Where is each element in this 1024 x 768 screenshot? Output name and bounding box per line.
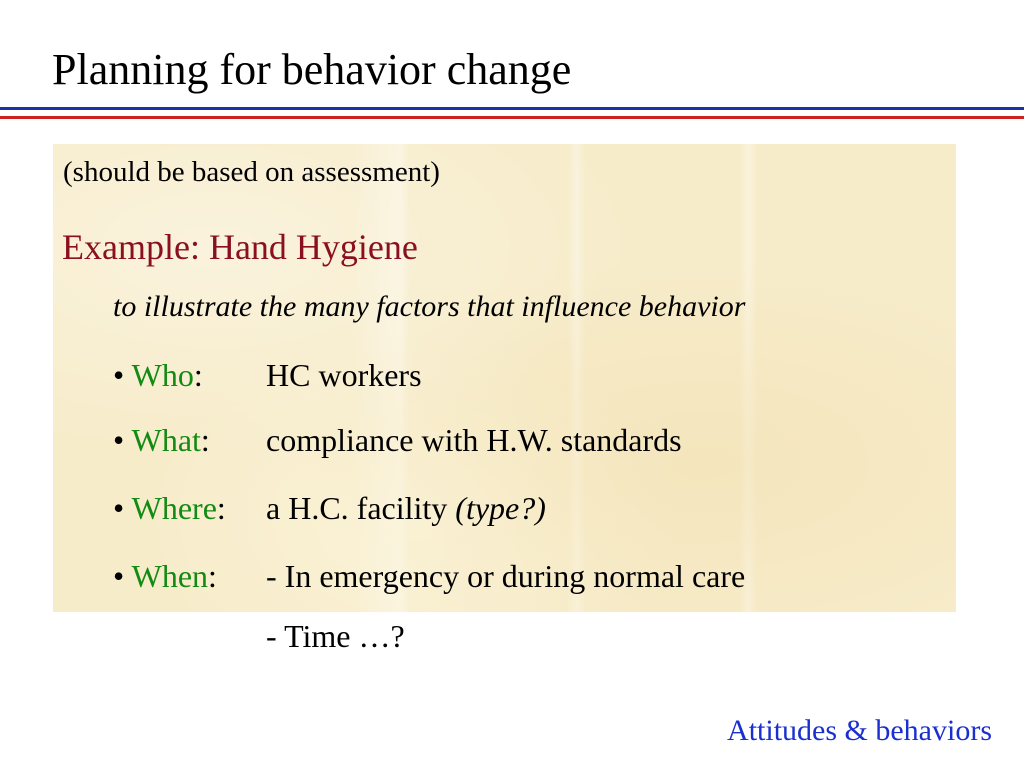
bullet-value: compliance with H.W. standards [266, 422, 682, 458]
bullet-value: HC workers [266, 357, 422, 393]
illustrate-note: to illustrate the many factors that influence behavior [113, 290, 746, 323]
bullet-value-wrap [266, 492, 546, 524]
bullet-icon: • [113, 422, 132, 458]
title-rule-blue [0, 107, 1024, 110]
bullet-separator: : [208, 558, 217, 594]
bullet-value: - In emergency or during normal care [266, 558, 746, 594]
bullet-separator: : [200, 422, 210, 458]
bullet-value-continued: - Time …? [266, 618, 405, 654]
bullet-keyword: Where [131, 490, 217, 526]
slide-title: Planning for behavior change [52, 45, 572, 94]
bullet-value: a H.C. facility [266, 490, 448, 526]
bullet-keyword: What [131, 422, 201, 458]
bullet-keyword: Who [131, 357, 194, 393]
subtitle-text: (should be based on assessment) [63, 156, 440, 188]
bullet-separator: : [216, 490, 226, 526]
bullet-icon: • [113, 558, 132, 594]
bullet-keyword: When [131, 558, 209, 594]
bullet-item-what [113, 422, 682, 458]
bullet-item-when [113, 558, 746, 594]
bullet-separator: : [193, 357, 203, 393]
title-rule-red [0, 116, 1024, 119]
bullet-icon: • [113, 490, 132, 526]
bullet-item-where [113, 490, 546, 526]
bullet-icon: • [113, 357, 132, 393]
bullet-value-note: (type?) [455, 490, 546, 526]
bullet-item-who [113, 357, 422, 393]
example-heading: Example: Hand Hygiene [62, 227, 418, 267]
footer-section-label: Attitudes & behaviors [727, 714, 992, 747]
